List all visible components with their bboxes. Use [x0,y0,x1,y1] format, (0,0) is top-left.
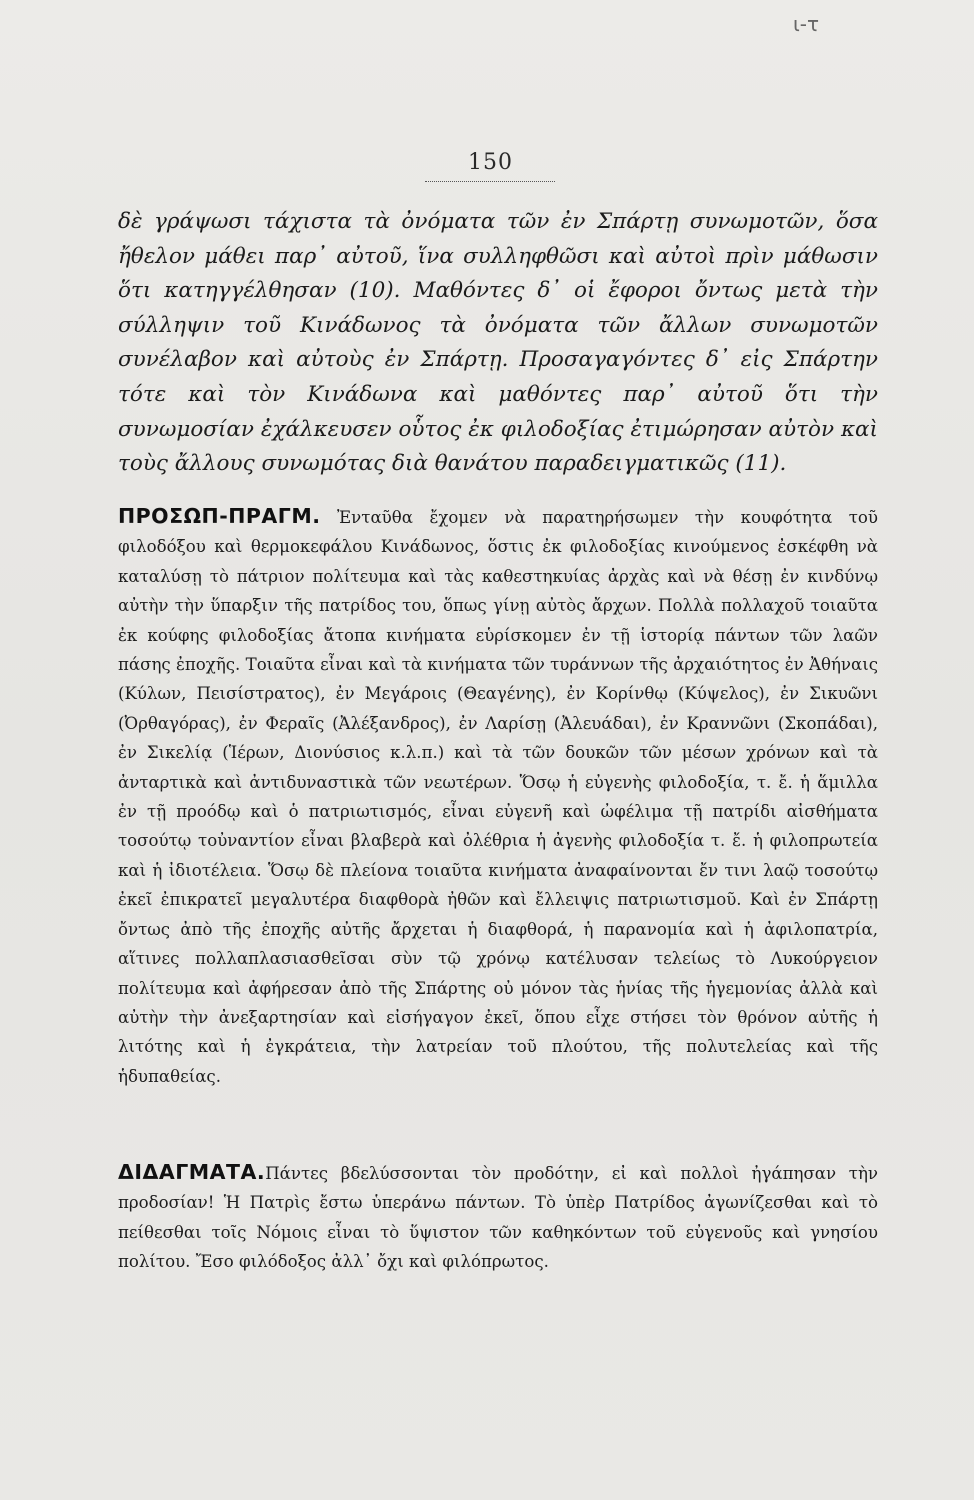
section-heading-lessons: ΔΙΔΑΓΜΑΤΑ. [118,1160,266,1184]
corner-pencil-mark: ι-τ [793,12,820,36]
section-heading-persons-events: ΠΡΟΣΩΠ-ΠΡΑΓΜ. [118,504,321,528]
section-lessons [118,1158,878,1277]
section-persons-events [118,502,878,1091]
section-text-lessons: Πάντες βδελύσσονται τὸν προδότην, εἰ καὶ πολλοὶ ἠγάπησαν τὴν προδοσίαν! Ἡ Πατρὶς ἔστω ὑπεράνω πάντων. Τὸ ὑπὲρ Πατρίδος ἀγωνίζεσθαι καὶ τὸ πείθεσθαι τοῖς Νόμοις εἶναι τὸ ὕψιστον τῶν καθηκόντων τοῦ εὐγενοῦς καὶ γνησίου πολίτου. Ἔσο φιλόδοξος ἀλλ᾽ ὄχι καὶ φιλόπρωτος. [118,1164,878,1272]
page-number: 150 [468,150,513,175]
section-text-persons-events: Ἐνταῦθα ἔχομεν νὰ παρατηρήσωμεν τὴν κουφότητα τοῦ φιλοδόξου καὶ θερμοκεφάλου Κινάδωνος, ὅστις ἐκ φιλοδοξίας κινούμενος ἐσκέφθη νὰ καταλύσῃ τὸ πάτριον πολίτευμα καὶ τὰς καθεστηκυίας ἀρχὰς καὶ νὰ θέσῃ ἐν κινδύνῳ αὐτὴν τὴν ὕπαρξιν τῆς πατρίδος του, ὅπως γίνῃ αὐτὸς ἄρχων. Πολλὰ πολλαχοῦ τοιαῦτα ἐκ κούφης φιλοδοξίας ἄτοπα κινήματα εὑρίσκομεν ἐν τῇ ἱστορίᾳ πάντων τῶν λαῶν πάσης ἐποχῆς. Τοιαῦτα εἶναι καὶ τὰ κινήματα τῶν τυράννων τῆς ἀρχαιότητος ἐν Ἀθήναις (Κύλων, Πεισίστρατος), ἐν Μεγάροις (Θεαγένης), ἐν Κορίνθῳ (Κύψελος), ἐν Σικυῶνι (Ὀρθαγόρας), ἐν Φεραῖς (Ἀλέξανδρος), ἐν Λαρίσῃ (Ἀλευάδαι), ἐν Κραννῶνι (Σκοπάδαι), ἐν Σικελίᾳ (Ἱέρων, Διονύσιος κ.λ.π.) καὶ τὰ τῶν δουκῶν τῶν μέσων χρόνων καὶ τὰ ἀνταρτικὰ καὶ ἀντιδυναστικὰ τῶν νεωτέρων. Ὅσῳ ἡ εὐγενὴς φιλοδοξία, τ. ἔ. ἡ ἅμιλλα ἐν τῇ προόδῳ καὶ ὁ πατριωτισμός, εἶναι εὐγενῆ καὶ ὠφέλιμα τῇ πατρίδι αἰσθήματα τοσούτῳ τοὐναντίον εἶναι βλαβερὰ καὶ ὀλέθρια ἡ ἀγενὴς φιλοδοξία τ. ἔ. ἡ φιλοπρωτεία καὶ ἡ ἰδιοτέλεια. Ὅσῳ δὲ πλείονα τοιαῦτα κινήματα ἀναφαίνονται ἔν τινι λαῷ τοσούτῳ ἐκεῖ ἐπικρατεῖ μεγαλυτέρα διαφθορὰ ἠθῶν καὶ ἔλλειψις πατριωτισμοῦ. Καὶ ἐν Σπάρτῃ ὄντως ἀπὸ τῆς ἐποχῆς αὐτῆς ἄρχεται ἡ διαφθορά, ἡ παρανομία καὶ ἡ ἀφιλοπατρία, αἵτινες πολλαπλασιασθεῖσαι σὺν τῷ χρόνῳ κατέλυσαν τελείως τὸ Λυκούργειον πολίτευμα καὶ ἀφήρεσαν ἀπὸ τῆς Σπάρτης οὐ μόνον τὰς ἡνίας τῆς ἡγεμονίας ἀλλὰ καὶ αὐτὴν τὴν ἀνεξαρτησίαν καὶ εἰσήγαγον ἐκεῖ, ὅπου εἶχε στήσει τὸν θρόνον αὐτῆς ἡ λιτότης καὶ ἡ ἐγκράτεια, τὴν λατρείαν τοῦ πλούτου, τῆς πολυτελείας καὶ τῆς ἡδυπαθείας. [118,508,878,1086]
italic-paragraph: δὲ γράψωσι τάχιστα τὰ ὀνόματα τῶν ἐν Σπάρτῃ συνωμοτῶν, ὅσα ἤθελον μάθει παρ᾽ αὐτοῦ, ἵνα συλληφθῶσι καὶ αὐτοὶ πρὶν μάθωσιν ὅτι κατηγγέλθησαν (10). Μαθόντες δ᾽ οἱ ἔφοροι ὄντως μετὰ τὴν σύλληψιν τοῦ Κινάδωνος τὰ ὀνόματα τῶν ἄλλων συνωμοτῶν συνέλαβον καὶ αὐτοὺς ἐν Σπάρτῃ. Προσαγαγόντες δ᾽ εἰς Σπάρτην τότε καὶ τὸν Κινάδωνα καὶ μαθόντες παρ᾽ αὐτοῦ ὅτι τὴν συνωμοσίαν ἐχάλκευσεν οὗτος ἐκ φιλοδοξίας ἐτιμώρησαν αὐτὸν καὶ τοὺς ἄλλους συνωμότας διὰ θανάτου παραδειγματικῶς (11). [118,209,878,477]
page-number-rule [425,181,555,182]
